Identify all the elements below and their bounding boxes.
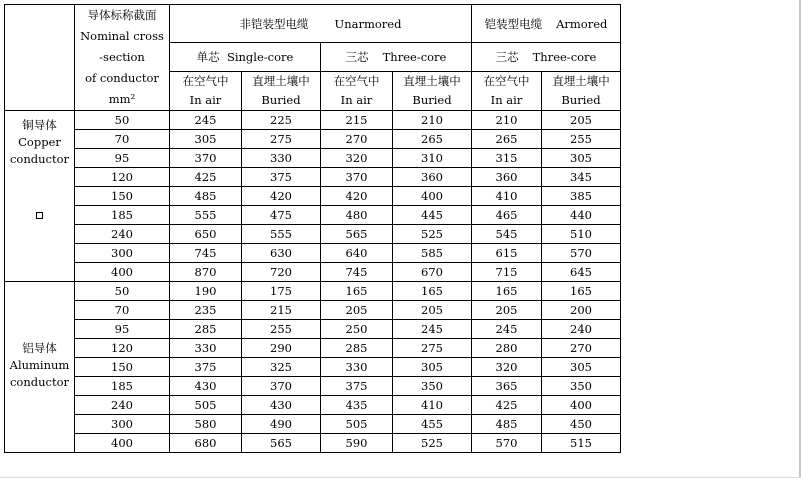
- three-core-en: Three-core: [532, 50, 597, 64]
- ampacity-cell: 715: [472, 263, 542, 282]
- table-row: [5, 187, 621, 206]
- ampacity-cell: 570: [472, 434, 542, 453]
- ampacity-cell: 290: [242, 339, 321, 358]
- ampacity-cell: 440: [542, 206, 621, 225]
- ampacity-cell: 410: [472, 187, 542, 206]
- armored-zh: 铠装型电缆: [484, 16, 543, 31]
- single-core-header: [170, 43, 321, 72]
- ampacity-cell: 485: [170, 187, 242, 206]
- buried-header: [242, 72, 321, 111]
- buried-en: Buried: [561, 93, 601, 107]
- ampacity-cell: 225: [242, 111, 321, 130]
- cross-section-cell: 70: [75, 130, 170, 149]
- ampacity-cell: 590: [321, 434, 393, 453]
- ampacity-cell: 270: [321, 130, 393, 149]
- ampacity-cell: 250: [321, 320, 393, 339]
- ampacity-cell: 275: [242, 130, 321, 149]
- ampacity-cell: 545: [472, 225, 542, 244]
- ampacity-cell: 205: [321, 301, 393, 320]
- table-row: [5, 206, 621, 225]
- ampacity-cell: 255: [242, 320, 321, 339]
- ampacity-cell: 285: [321, 339, 393, 358]
- ampacity-cell: 270: [542, 339, 621, 358]
- cross-section-cell: 185: [75, 377, 170, 396]
- ampacity-cell: 235: [170, 301, 242, 320]
- conductor-label-en-2: conductor: [9, 152, 70, 166]
- ampacity-cell: 585: [393, 244, 472, 263]
- ampacity-cell: 565: [242, 434, 321, 453]
- ampacity-cell: 215: [321, 111, 393, 130]
- ampacity-cell: 480: [321, 206, 393, 225]
- ampacity-cell: 400: [393, 187, 472, 206]
- ampacity-cell: 215: [242, 301, 321, 320]
- ampacity-cell: 165: [393, 282, 472, 301]
- ampacity-cell: 475: [242, 206, 321, 225]
- table-row: [5, 111, 621, 130]
- cross-section-cell: 300: [75, 244, 170, 263]
- ampacity-cell: 375: [321, 377, 393, 396]
- ampacity-cell: 255: [542, 130, 621, 149]
- in-air-zh: 在空气中: [483, 74, 530, 88]
- ampacity-cell: 645: [542, 263, 621, 282]
- ampacity-cell: 330: [170, 339, 242, 358]
- ampacity-cell: 510: [542, 225, 621, 244]
- small-square-icon: [36, 212, 43, 219]
- ampacity-cell: 375: [170, 358, 242, 377]
- table-row: [5, 396, 621, 415]
- ampacity-cell: 345: [542, 168, 621, 187]
- ampacity-cell: 240: [542, 320, 621, 339]
- ampacity-cell: 265: [472, 130, 542, 149]
- three-core-en: Three-core: [382, 50, 447, 64]
- ampacity-cell: 305: [170, 130, 242, 149]
- in-air-header: [321, 72, 393, 111]
- ampacity-cell: 640: [321, 244, 393, 263]
- nominal-section-en-3: of conductor: [85, 71, 159, 85]
- buried-header: [542, 72, 621, 111]
- ampacity-cell: 330: [321, 358, 393, 377]
- buried-en: Buried: [412, 93, 452, 107]
- nominal-section-unit: mm²: [108, 92, 136, 106]
- ampacity-cell: 175: [242, 282, 321, 301]
- table-row: [5, 339, 621, 358]
- ampacity-cell: 745: [321, 263, 393, 282]
- ampacity-cell: 165: [321, 282, 393, 301]
- ampacity-cell: 420: [321, 187, 393, 206]
- ampacity-cell: 305: [393, 358, 472, 377]
- ampacity-cell: 210: [393, 111, 472, 130]
- ampacity-cell: 720: [242, 263, 321, 282]
- conductor-label-en-1: Copper: [18, 135, 61, 149]
- conductor-header-blank: [5, 5, 75, 111]
- ampacity-cell: 375: [242, 168, 321, 187]
- copper-conductor-label: [5, 111, 75, 282]
- ampacity-cell: 525: [393, 434, 472, 453]
- table-row: [5, 168, 621, 187]
- cross-section-cell: 95: [75, 149, 170, 168]
- ampacity-cell: 570: [542, 244, 621, 263]
- table-row: [5, 415, 621, 434]
- three-core-zh: 三芯: [495, 50, 519, 64]
- ampacity-cell: 430: [242, 396, 321, 415]
- ampacity-cell: 465: [472, 206, 542, 225]
- ampacity-cell: 200: [542, 301, 621, 320]
- ampacity-cell: 315: [472, 149, 542, 168]
- cross-section-cell: 120: [75, 339, 170, 358]
- ampacity-cell: 580: [170, 415, 242, 434]
- cross-section-cell: 70: [75, 301, 170, 320]
- buried-zh: 直埋土壤中: [552, 74, 610, 88]
- ampacity-cell: 330: [242, 149, 321, 168]
- three-core-header-unarmored: [321, 43, 472, 72]
- table-row: [5, 301, 621, 320]
- ampacity-cell: 430: [170, 377, 242, 396]
- cross-section-cell: 150: [75, 358, 170, 377]
- nominal-section-zh: 导体标称截面: [87, 8, 157, 22]
- armored-header: [472, 5, 621, 43]
- three-core-header-armored: [472, 43, 621, 72]
- ampacity-cell: 205: [393, 301, 472, 320]
- table-row: [5, 358, 621, 377]
- three-core-zh: 三芯: [345, 50, 369, 64]
- table-row: [5, 263, 621, 282]
- ampacity-cell: 320: [472, 358, 542, 377]
- ampacity-cell: 615: [472, 244, 542, 263]
- table-row: [5, 225, 621, 244]
- conductor-label-en-2: conductor: [9, 375, 70, 389]
- ampacity-cell: 515: [542, 434, 621, 453]
- ampacity-cell: 555: [170, 206, 242, 225]
- ampacity-cell: 285: [170, 320, 242, 339]
- conductor-label-zh: 铝导体: [22, 341, 57, 355]
- in-air-header: [170, 72, 242, 111]
- cross-section-cell: 95: [75, 320, 170, 339]
- in-air-en: In air: [340, 93, 373, 107]
- ampacity-cell: 245: [393, 320, 472, 339]
- conductor-label-zh: 铜导体: [22, 118, 57, 132]
- in-air-header: [472, 72, 542, 111]
- ampacity-cell: 305: [542, 149, 621, 168]
- in-air-zh: 在空气中: [182, 74, 229, 88]
- cross-section-cell: 240: [75, 225, 170, 244]
- ampacity-cell: 165: [472, 282, 542, 301]
- table-row: [5, 244, 621, 263]
- in-air-en: In air: [490, 93, 523, 107]
- ampacity-cell: 245: [170, 111, 242, 130]
- ampacity-cell: 265: [393, 130, 472, 149]
- ampacity-cell: 205: [472, 301, 542, 320]
- ampacity-cell: 670: [393, 263, 472, 282]
- ampacity-cell: 320: [321, 149, 393, 168]
- ampacity-cell: 310: [393, 149, 472, 168]
- ampacity-cell: 190: [170, 282, 242, 301]
- ampacity-cell: 275: [393, 339, 472, 358]
- ampacity-cell: 280: [472, 339, 542, 358]
- ampacity-cell: 650: [170, 225, 242, 244]
- cable-ampacity-table: [4, 4, 621, 453]
- ampacity-cell: 410: [393, 396, 472, 415]
- ampacity-cell: 360: [393, 168, 472, 187]
- ampacity-cell: 400: [542, 396, 621, 415]
- ampacity-cell: 305: [542, 358, 621, 377]
- nominal-section-en-2: -section: [99, 50, 145, 64]
- ampacity-cell: 385: [542, 187, 621, 206]
- nominal-section-en-1: Nominal cross: [80, 29, 164, 43]
- conductor-label-en-1: Aluminum: [9, 358, 70, 372]
- cross-section-cell: 185: [75, 206, 170, 225]
- ampacity-cell: 745: [170, 244, 242, 263]
- buried-zh: 直埋土壤中: [252, 74, 310, 88]
- ampacity-cell: 210: [472, 111, 542, 130]
- unarmored-zh: 非铠装型电缆: [239, 16, 309, 31]
- ampacity-cell: 680: [170, 434, 242, 453]
- in-air-en: In air: [189, 93, 222, 107]
- cross-section-cell: 50: [75, 282, 170, 301]
- single-core-en: Single-core: [226, 50, 294, 64]
- ampacity-cell: 630: [242, 244, 321, 263]
- nominal-section-header: [75, 5, 170, 111]
- ampacity-cell: 365: [472, 377, 542, 396]
- ampacity-cell: 370: [170, 149, 242, 168]
- cross-section-cell: 120: [75, 168, 170, 187]
- table-row: [5, 130, 621, 149]
- table-row: [5, 149, 621, 168]
- ampacity-cell: 445: [393, 206, 472, 225]
- cross-section-cell: 240: [75, 396, 170, 415]
- single-core-zh: 单芯: [196, 50, 220, 64]
- buried-en: Buried: [261, 93, 301, 107]
- ampacity-cell: 565: [321, 225, 393, 244]
- aluminum-conductor-label: [5, 282, 75, 453]
- ampacity-cell: 325: [242, 358, 321, 377]
- ampacity-cell: 205: [542, 111, 621, 130]
- in-air-zh: 在空气中: [333, 74, 380, 88]
- ampacity-cell: 425: [472, 396, 542, 415]
- ampacity-cell: 425: [170, 168, 242, 187]
- ampacity-cell: 370: [242, 377, 321, 396]
- cross-section-cell: 50: [75, 111, 170, 130]
- unarmored-en: Unarmored: [334, 16, 402, 31]
- cross-section-cell: 400: [75, 434, 170, 453]
- buried-zh: 直埋土壤中: [403, 74, 461, 88]
- ampacity-cell: 420: [242, 187, 321, 206]
- ampacity-cell: 450: [542, 415, 621, 434]
- ampacity-cell: 435: [321, 396, 393, 415]
- ampacity-cell: 350: [542, 377, 621, 396]
- ampacity-cell: 245: [472, 320, 542, 339]
- placeholder-mark: [5, 206, 74, 223]
- ampacity-cell: 360: [472, 168, 542, 187]
- ampacity-cell: 505: [321, 415, 393, 434]
- table-row: [5, 320, 621, 339]
- table-row: [5, 282, 621, 301]
- ampacity-cell: 870: [170, 263, 242, 282]
- table-row: [5, 434, 621, 453]
- ampacity-cell: 505: [170, 396, 242, 415]
- ampacity-cell: 490: [242, 415, 321, 434]
- ampacity-cell: 485: [472, 415, 542, 434]
- unarmored-header: [170, 5, 472, 43]
- cross-section-cell: 300: [75, 415, 170, 434]
- ampacity-cell: 350: [393, 377, 472, 396]
- buried-header: [393, 72, 472, 111]
- ampacity-cell: 555: [242, 225, 321, 244]
- ampacity-cell: 370: [321, 168, 393, 187]
- ampacity-cell: 525: [393, 225, 472, 244]
- cross-section-cell: 400: [75, 263, 170, 282]
- ampacity-cell: 455: [393, 415, 472, 434]
- armored-en: Armored: [556, 16, 608, 31]
- ampacity-cell: 165: [542, 282, 621, 301]
- table-row: [5, 377, 621, 396]
- cross-section-cell: 150: [75, 187, 170, 206]
